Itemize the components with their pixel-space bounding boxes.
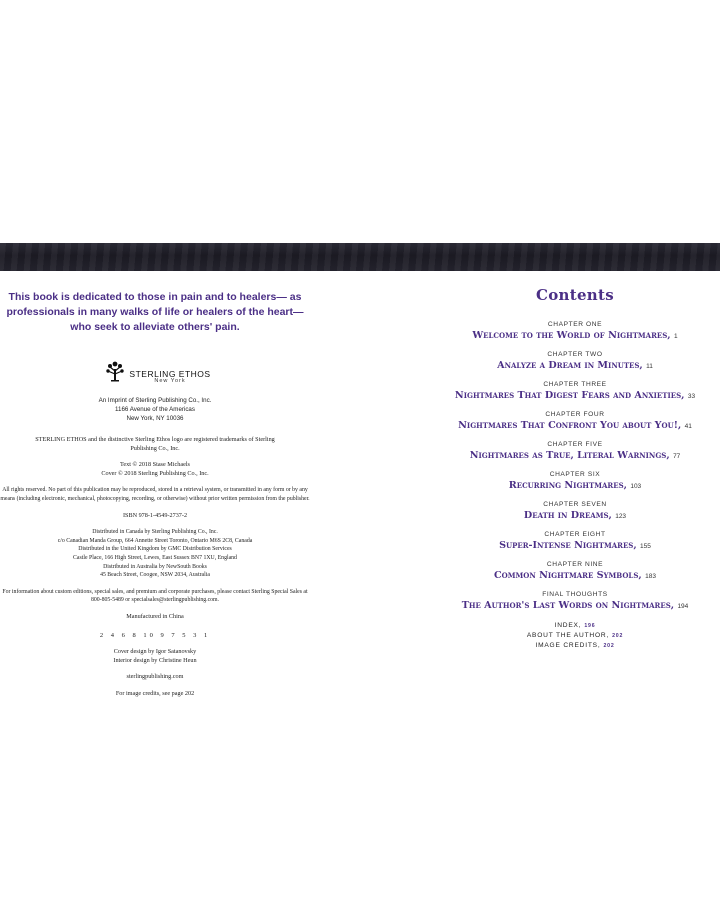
toc-entry: CHAPTER SIX Recurring Nightmares, 103	[508, 471, 642, 491]
toc-entry: CHAPTER SEVEN Death in Dreams, 123	[523, 501, 627, 521]
manufactured-notice: Manufactured in China	[126, 612, 184, 620]
website: sterlingpublishing.com	[126, 673, 184, 681]
toc-entry: CHAPTER THREE Nightmares That Digest Fears and Anxieties, 33	[454, 381, 696, 401]
special-sales-info: For information about custom editions, special sales, and premium and corporate purchases, please contact Sterling Special Sales at 800-805-5489 or specialsales@sterlingpublishing.com.	[2, 588, 308, 604]
toc-entry: CHAPTER NINE Common Nightmare Symbols, 183	[494, 561, 656, 581]
list-item: ABOUT THE AUTHOR, 202	[526, 632, 624, 639]
brand-name: STERLING ETHOS	[129, 369, 211, 379]
copyright-notice: Text © 2018 Stase Michaels Cover © 2018 Sterling Publishing Co., Inc.	[101, 461, 209, 477]
back-matter	[430, 621, 720, 651]
imprint-address: An Imprint of Sterling Publishing Co., Inc. 1166 Avenue of the Americas New York, NY 10036	[98, 397, 212, 422]
tree-icon	[105, 360, 125, 382]
toc-entry: CHAPTER EIGHT Super-Intense Nightmares, 155	[499, 531, 651, 551]
isbn: ISBN 978-1-4549-2737-2	[122, 511, 188, 519]
table-of-contents	[430, 320, 720, 613]
brand-location: New York	[154, 378, 186, 384]
toc-entry: FINAL THOUGHTS The Author's Last Words on Nightmares, 194	[461, 591, 689, 611]
toc-entry: CHAPTER ONE Welcome to the World of Nightmares, 1	[472, 321, 678, 341]
distribution-info: Distributed in Canada by Sterling Publishing Co., Inc. c/o Canadian Manda Group, 664 Annette Street Toronto, Ontario M6S 2C8, Canada Distributed in the United Kingdom by GMC Distribution Services Castle Place, 166 High Street, Lewes, East Sussex BN7 1XU, England Distributed in Australia by NewSouth Books 45 Beach Street, Coogee, NSW 2034, Australia	[57, 529, 253, 579]
toc-entry: CHAPTER FIVE Nightmares as True, Literal Warnings, 77	[469, 441, 681, 461]
toc-entry: CHAPTER TWO Analyze a Dream in Minutes, 11	[497, 351, 653, 371]
toc-entry: CHAPTER FOUR Nightmares That Confront You about You!, 41	[458, 411, 692, 431]
dedication: This book is dedicated to those in pain and to healers— as professionals in many walks of life or healers of the heart—who seek to alleviate others' pain.	[6, 291, 304, 333]
design-credits: Cover design by Igor Satanovsky Interior design by Christine Heun	[113, 648, 197, 664]
publisher-logo	[0, 357, 310, 384]
printing-line: 2 4 6 8 10 9 7 5 3 1	[99, 631, 211, 639]
copyright-page	[0, 290, 310, 698]
rights-notice: All rights reserved. No part of this publication may be reproduced, stored in a retrieval system, or transmitted in any form or by any means (including electronic, mechanical, photocopying, recording, or otherwise) without prior written permission from the publisher.	[0, 487, 310, 502]
trademark-notice: STERLING ETHOS and the distinctive Sterling Ethos logo are registered trademarks of Sterling Publishing Co., Inc.	[35, 436, 275, 452]
contents-page	[430, 286, 720, 651]
contents-title: Contents	[535, 286, 614, 304]
top-banner	[0, 243, 720, 271]
image-credits-note: For image credits, see page 202	[115, 689, 195, 697]
list-item: IMAGE CREDITS, 202	[535, 642, 615, 649]
list-item: INDEX, 196	[554, 622, 596, 629]
